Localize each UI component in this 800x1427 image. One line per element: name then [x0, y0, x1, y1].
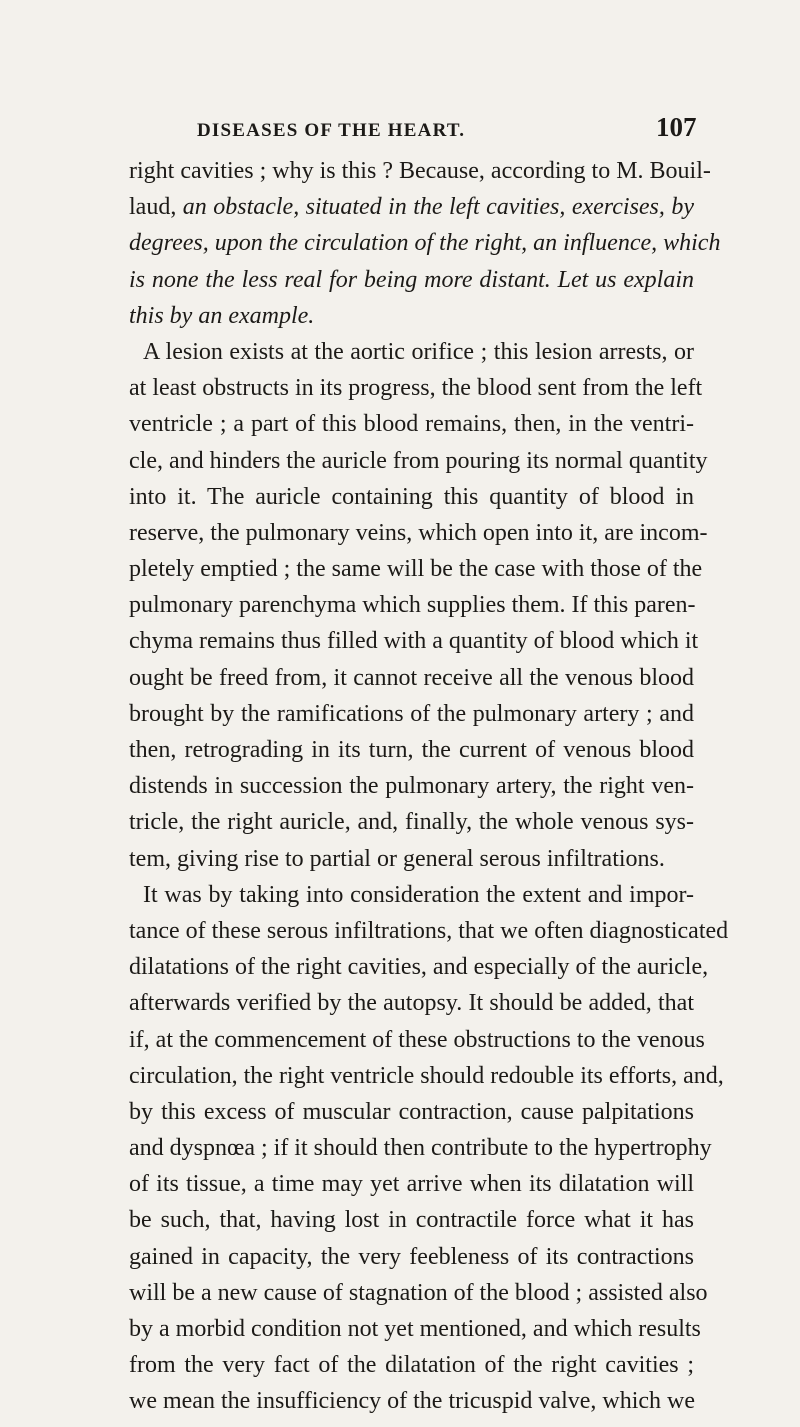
text-line: [129, 1058, 724, 1094]
text-line: [129, 1094, 694, 1130]
text-segment: will be a new cause of stagnation of the blood ; assisted also: [129, 1279, 708, 1306]
text-segment: tance of these serous infiltrations, that we often diagnosticated: [129, 917, 729, 944]
text-segment: we mean the insufficiency of the tricuspid valve, which we: [129, 1388, 696, 1415]
text-segment: gained in capacity, the very feebleness of its contractions: [129, 1243, 694, 1270]
text-segment: be such, that, having lost in contractile force what it has: [129, 1207, 694, 1234]
text-segment: if, at the commencement of these obstructions to the venous: [129, 1026, 705, 1053]
text-line: [129, 406, 694, 442]
text-line: [129, 189, 694, 225]
italic-text: degrees, upon the circulation of the right, an influence, which: [129, 230, 721, 257]
text-line: [129, 479, 694, 515]
text-line: [129, 1311, 701, 1347]
running-head: [0, 112, 800, 148]
italic-text: an obstacle, situated in the left cavities, exercises, by: [182, 194, 694, 221]
text-segment: It was by taking into consideration the extent and impor-: [143, 881, 694, 908]
text-segment: chyma remains thus filled with a quantity of blood which it: [129, 628, 699, 655]
text-segment: into it. The auricle containing this quantity of blood in: [129, 483, 694, 510]
text-segment: reserve, the pulmonary veins, which open into it, are incom-: [129, 519, 708, 546]
text-segment: circulation, the right ventricle should redouble its efforts, and,: [129, 1062, 724, 1089]
text-line: [129, 334, 694, 370]
text-segment: brought by the ramifications of the pulmonary artery ; and: [129, 700, 694, 727]
text-line: [129, 696, 694, 732]
text-segment: by this excess of muscular contraction, cause palpitations: [129, 1098, 694, 1125]
text-line: [129, 587, 694, 623]
text-segment: tem, giving rise to partial or general serous infiltrations.: [129, 845, 665, 872]
text-line: [129, 370, 703, 406]
text-line: [129, 660, 694, 696]
text-segment: pletely emptied ; the same will be the case with those of the: [129, 556, 703, 583]
text-line: [129, 1239, 694, 1275]
text-line: [129, 732, 694, 768]
text-line: [129, 985, 694, 1021]
text-segment: by a morbid condition not yet mentioned, and which results: [129, 1316, 701, 1342]
text-line: [129, 1130, 712, 1166]
text-segment: then, retrograding in its turn, the current of venous blood: [129, 737, 694, 763]
text-line: [129, 153, 711, 189]
text-segment: from the very fact of the dilatation of the right cavities ;: [129, 1352, 694, 1379]
text-segment: cle, and hinders the auricle from pouring its normal quantity: [129, 447, 708, 474]
text-line: [129, 913, 729, 949]
body-text: [129, 153, 729, 1420]
text-segment: ventricle ; a part of this blood remains, then, in the ventri-: [129, 411, 694, 438]
text-segment: distends in succession the pulmonary artery, the right ven-: [129, 773, 694, 800]
text-segment: tricle, the right auricle, and, finally, the whole venous sys-: [129, 809, 694, 836]
text-line: [129, 1275, 708, 1311]
text-line: [129, 225, 721, 261]
text-line: [129, 515, 708, 551]
italic-text: is none the less real for being more distant. Let us explain: [129, 266, 694, 293]
text-line: [129, 1383, 694, 1419]
text-segment: and dyspnœa ; if it should then contribute to the hypertrophy: [129, 1135, 712, 1162]
text-segment: right cavities ; why is this ? Because, according to M. Bouil-: [129, 158, 711, 184]
text-line: [129, 768, 694, 804]
text-line: [129, 877, 694, 913]
running-title: DISEASES OF THE HEART.: [197, 120, 466, 141]
text-line: [129, 551, 703, 587]
text-line: [129, 298, 694, 334]
text-line: [129, 443, 708, 479]
italic-text: this by an example.: [129, 302, 315, 329]
text-segment: A lesion exists at the aortic orifice ; this lesion arrests, or: [143, 338, 694, 365]
text-segment: at least obstructs in its progress, the blood sent from the left: [129, 375, 703, 402]
text-segment: ought be freed from, it cannot receive all the venous blood: [129, 664, 694, 691]
text-line: [129, 1202, 694, 1238]
text-line: [129, 623, 699, 659]
text-line: [129, 1347, 694, 1383]
text-line: [129, 1166, 694, 1202]
page-number: 107: [656, 112, 697, 142]
text-segment: laud,: [129, 194, 183, 221]
text-line: [129, 262, 694, 298]
text-segment: pulmonary parenchyma which supplies them. If this paren-: [129, 592, 696, 619]
text-segment: dilatations of the right cavities, and especially of the auricle,: [129, 954, 709, 981]
text-line: [129, 841, 694, 877]
text-line: [129, 949, 709, 985]
text-line: [129, 804, 694, 840]
text-segment: afterwards verified by the autopsy. It should be added, that: [129, 990, 694, 1017]
text-segment: of its tissue, a time may yet arrive when its dilatation will: [129, 1171, 694, 1198]
text-line: [129, 1022, 705, 1058]
